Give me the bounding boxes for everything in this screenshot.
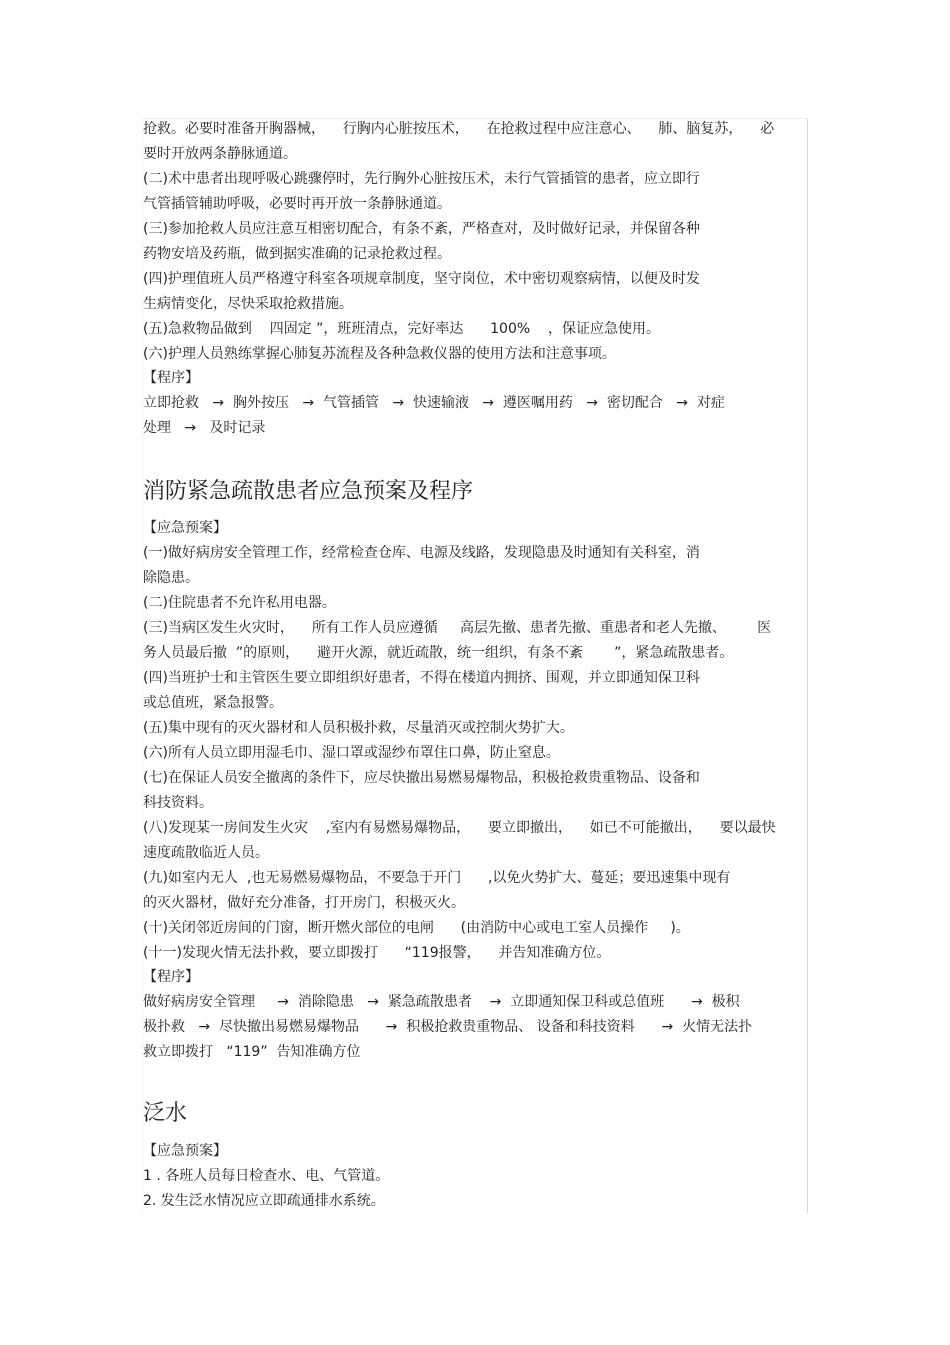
text-line: (六)护理人员熟练掌握心肺复苏流程及各种急救仪器的使用方法和注意事项。 — [143, 346, 616, 362]
text-line: (一)做好病房安全管理工作，经常检查仓库、电源及线路，发现隐患及时通知有关科室，消 — [143, 545, 700, 561]
text-line: (五)急救物品做到 四固定 ”，班班清点，完好率达 100% ，保证应急使用。 — [143, 321, 660, 337]
text-line: 药物安培及药瓶，做到据实准确的记录抢救过程。 — [143, 246, 451, 262]
text-line: (三)当病区发生火灾时， 所有工作人员应遵循 高层先撤、患者先撤、重患者和老人先撤、 医 — [143, 620, 772, 636]
section-label: 【应急预案】 — [143, 1143, 227, 1159]
procedure-line: 做好病房安全管理 → 消除隐患 → 紧急疏散患者 → 立即通知保卫科或总值班 → 极积 — [143, 994, 740, 1010]
text-line: (四)护理值班人员严格遵守科室各项规章制度，坚守岗位，术中密切观察病情，以便及时发 — [143, 271, 700, 287]
text-line: 务人员最后撤 ”的原则， 避开火源，就近疏散，统一组织，有条不紊 ”，紧急疏散患者。 — [143, 645, 734, 661]
procedure-line: 救立即拨打 “119” 告知准确方位 — [143, 1044, 361, 1060]
text-line: (五)集中现有的灭火器材和人员积极扑救，尽量消灭或控制火势扩大。 — [143, 720, 574, 736]
text-line: (十)关闭邻近房间的门窗，断开燃火部位的电闸 (由消防中心或电工室人员操作 )。 — [143, 920, 690, 936]
text-line: 1 . 各班人员每日检查水、电、气管道。 — [143, 1168, 390, 1184]
section-label: 【程序】 — [143, 969, 199, 985]
text-line: (十一)发现火情无法扑救，要立即拨打 “119报警， 并告知准确方位。 — [143, 945, 611, 961]
text-line: (二)术中患者出现呼吸心跳骤停时，先行胸外心脏按压术，未行气管插管的患者，应立即行 — [143, 171, 700, 187]
section-heading: 泛水 — [143, 1101, 188, 1126]
procedure-line: 处理 → 及时记录 — [143, 420, 266, 436]
text-line: (三)参加抢救人员应注意互相密切配合，有条不紊，严格查对，及时做好记录，并保留各种 — [143, 221, 700, 237]
text-line: 抢救。必要时准备开胸器械， 行胸内心脏按压术， 在抢救过程中应注意心、 肺、脑复苏， 必 — [143, 121, 775, 137]
text-line: (六)所有人员立即用湿毛巾、湿口罩或湿纱布罩住口鼻，防止窒息。 — [143, 745, 560, 761]
text-line: 或总值班，紧急报警。 — [143, 695, 283, 711]
section-label: 【应急预案】 — [143, 520, 227, 536]
text-line: 除隐患。 — [143, 570, 199, 586]
text-line: 科技资料。 — [143, 795, 213, 811]
text-line: 气管插管辅助呼吸，必要时再开放一条静脉通道。 — [143, 196, 451, 212]
text-line: (七)在保证人员安全撤离的条件下，应尽快撤出易燃易爆物品，积极抢救贵重物品、设备和 — [143, 770, 700, 786]
text-line: (四)当班护士和主管医生要立即组织好患者，不得在楼道内拥挤、围观，并立即通知保卫科 — [143, 670, 700, 686]
text-line: 生病情变化，尽快采取抢救措施。 — [143, 296, 353, 312]
text-line: (九)如室内无人 ,也无易燃易爆物品，不要急于开门 ,以免火势扩大、蔓延；要迅速集中现有 — [143, 870, 731, 886]
text-line: (二)住院患者不允许私用电器。 — [143, 595, 336, 611]
section-label: 【程序】 — [143, 370, 199, 386]
section-heading: 消防紧急疏散患者应急预案及程序 — [143, 479, 474, 504]
text-line: 速度疏散临近人员。 — [143, 845, 269, 861]
procedure-line: 极扑救 → 尽快撤出易燃易爆物品 → 积极抢救贵重物品、 设备和科技资料 → 火情无法扑 — [143, 1019, 753, 1035]
text-line: 要时开放两条静脉通道。 — [143, 146, 297, 162]
procedure-line: 立即抢救 → 胸外按压 → 气管插管 → 快速输液 → 遵医嘱用药 → 密切配合 → 对症 — [143, 395, 725, 411]
text-line: 2. 发生泛水情况应立即疏通排水系统。 — [143, 1193, 385, 1209]
text-line: 的灭火器材，做好充分准备，打开房门，积极灭火。 — [143, 895, 465, 911]
text-line: (八)发现某一房间发生火灾 ,室内有易燃易爆物品， 要立即撤出， 如已不可能撤出， 要以最快 — [143, 820, 776, 836]
